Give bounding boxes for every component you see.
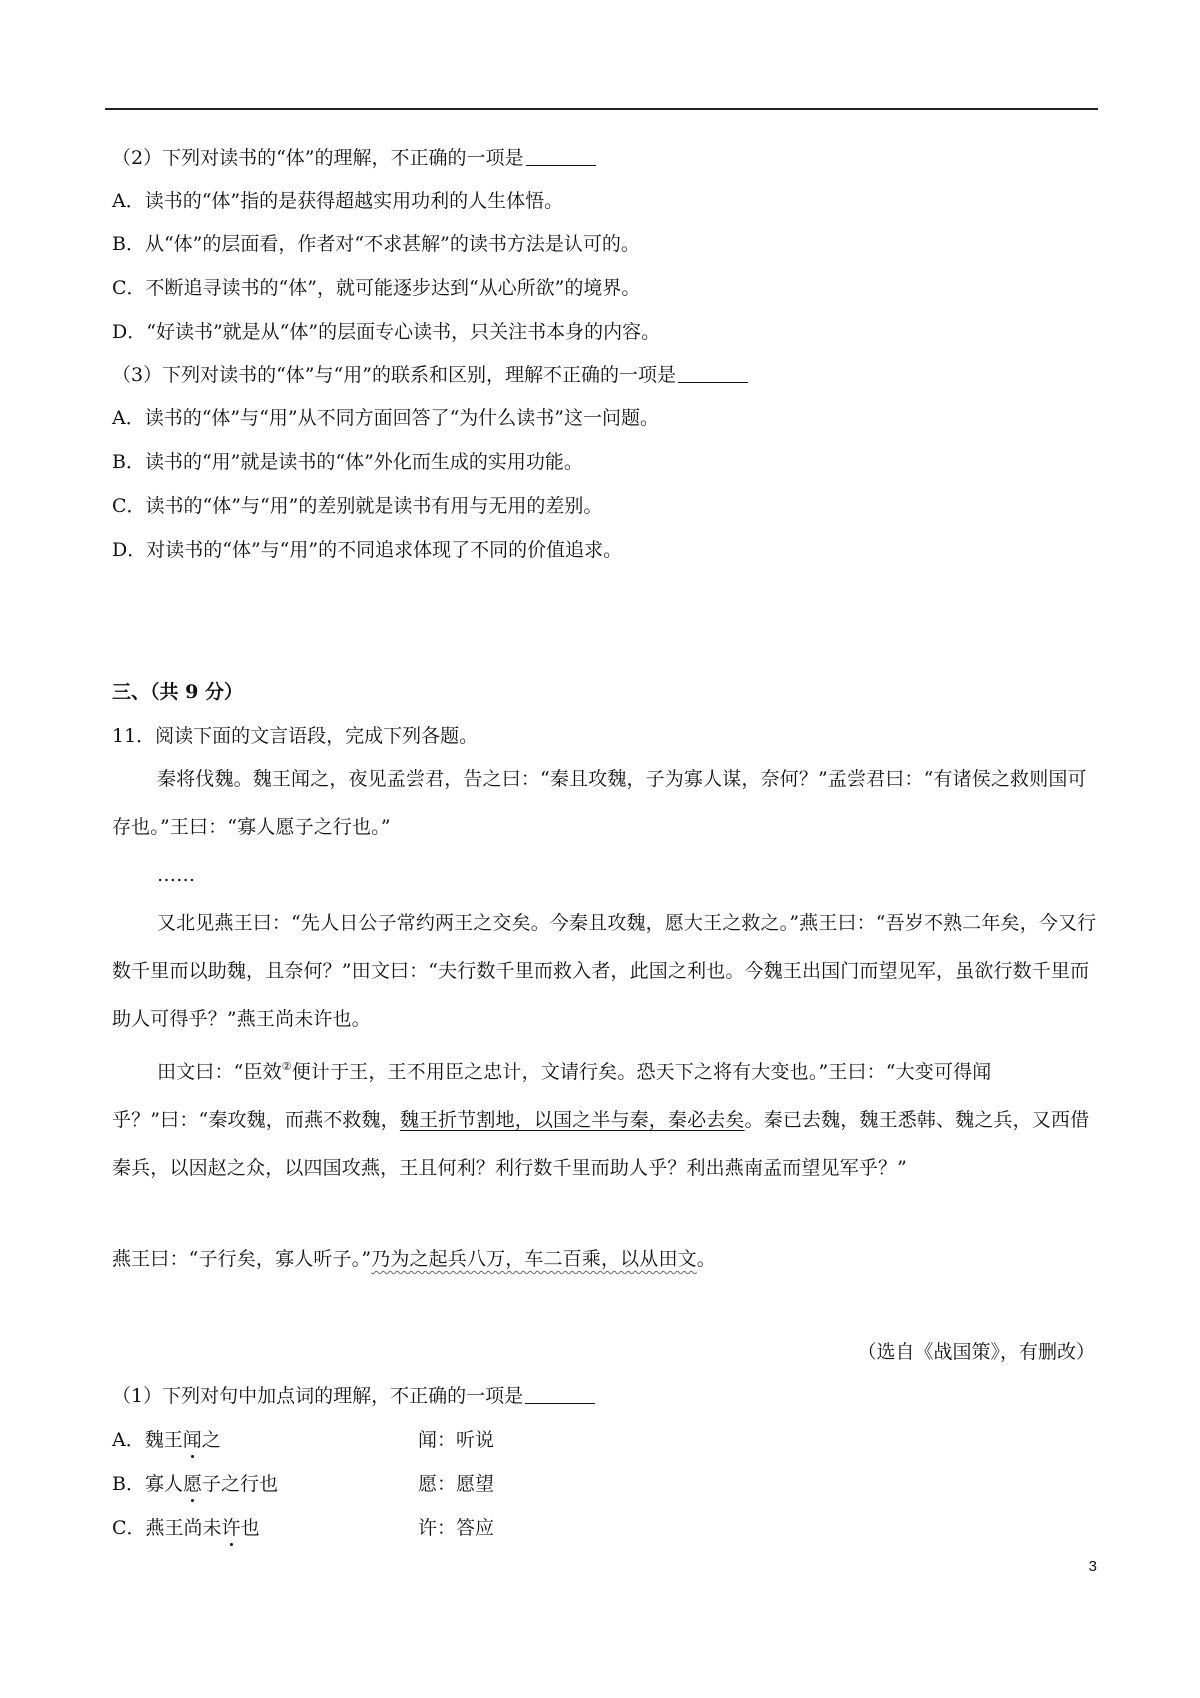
q2-option-d: D．“好读书”就是从“体”的层面专心读书，只关注书本身的内容。 xyxy=(112,321,661,343)
q11-1-meaning-a: 闻：听说 xyxy=(418,1429,495,1451)
q11-1-meaning-b: 愿：愿望 xyxy=(418,1473,495,1495)
q11-stem: 11．阅读下面的文言语段，完成下列各题。 xyxy=(112,725,479,747)
q11-1-meaning-c: 许：答应 xyxy=(418,1517,495,1539)
footnote-marker: ② xyxy=(281,1060,292,1073)
passage-ellipsis: …… xyxy=(157,864,196,886)
section-title: 三、（共 9 分） xyxy=(112,681,243,703)
answer-blank[interactable] xyxy=(525,1385,595,1404)
underlined-sentence: 魏王折节割地，以国之半与秦，秦必去矣 xyxy=(399,1109,745,1131)
q11-1-option-c: C．燕王尚未许也 xyxy=(112,1517,260,1539)
q3-option-c: C．读书的“体”与“用”的差别就是读书有用与无用的差别。 xyxy=(112,495,603,517)
q3-stem: （3）下列对读书的“体”与“用”的联系和区别，理解不正确的一项是 xyxy=(112,363,748,387)
dotted-word: 闻 xyxy=(182,1429,202,1451)
q2-stem: （2）下列对读书的“体”的理解，不正确的一项是 xyxy=(112,146,596,170)
q2-option-b: B．从“体”的层面看，作者对“不求甚解”的读书方法是认可的。 xyxy=(112,233,640,255)
q3-option-d: D．对读书的“体”与“用”的不同追求体现了不同的价值追求。 xyxy=(112,539,623,561)
page-number: 3 xyxy=(1088,1558,1097,1575)
q2-option-a: A．读书的“体”指的是获得超越实用功利的人生体悟。 xyxy=(112,190,564,212)
passage-paragraph-3: 田文曰：“臣效②便计于王，王不用臣之忠计，文请行矣。恐天下之将有大变也。”王曰：“大变可得闻乎？”曰：“秦攻魏，而燕不救魏，魏王折节割地，以国之半与秦，秦必去矣。秦已去魏，魏王悉韩、魏之兵，又西借秦兵，以因赵之众，以四国攻燕，王且何利？利行数千里而助人乎？利出燕南孟而望见军乎？” xyxy=(112,1060,1090,1179)
answer-blank[interactable] xyxy=(678,364,748,383)
header-rule xyxy=(105,108,1098,110)
wavy-underlined-sentence: 乃为之起兵八万，车二百乘，以从田文 xyxy=(371,1248,697,1270)
passage-paragraph-4: 燕王曰：“子行矣，寡人听子。”乃为之起兵八万，车二百乘，以从田文。 xyxy=(112,1248,716,1270)
q3-option-a: A．读书的“体”与“用”从不同方面回答了“为什么读书”这一问题。 xyxy=(112,407,660,429)
answer-blank[interactable] xyxy=(526,147,596,166)
q2-option-c: C．不断追寻读书的“体”，就可能逐步达到“从心所欲”的境界。 xyxy=(112,277,641,299)
q11-1-option-a: A．魏王闻之 xyxy=(112,1429,221,1451)
dotted-word: 愿 xyxy=(182,1473,202,1495)
passage-paragraph-1: 秦将伐魏。魏王闻之，夜见孟尝君，告之曰：“秦且攻魏，子为寡人谋，奈何？”孟尝君曰：“有诸侯之救则国可存也。”王曰：“寡人愿子之行也。” xyxy=(112,768,1087,838)
q11-1-stem: （1）下列对句中加点词的理解，不正确的一项是 xyxy=(112,1384,595,1408)
passage-paragraph-2: 又北见燕王曰：“先人日公子常约两王之交矣。今秦且攻魏，愿大王之救之。”燕王曰：“吾岁不熟二年矣，今又行数千里而以助魏，且奈何？”田文曰：“夫行数千里而救入者，此国之利也。今魏王出国门而望见军，虽欲行数千里而助人可得乎？”燕王尚未许也。 xyxy=(112,912,1097,1030)
q11-1-option-b: B．寡人愿子之行也 xyxy=(112,1473,278,1495)
dotted-word: 许 xyxy=(221,1517,241,1539)
passage-source: （选自《战国策》，有删改） xyxy=(857,1341,1095,1363)
q3-option-b: B．读书的“用”就是读书的“体”外化而生成的实用功能。 xyxy=(112,451,583,473)
